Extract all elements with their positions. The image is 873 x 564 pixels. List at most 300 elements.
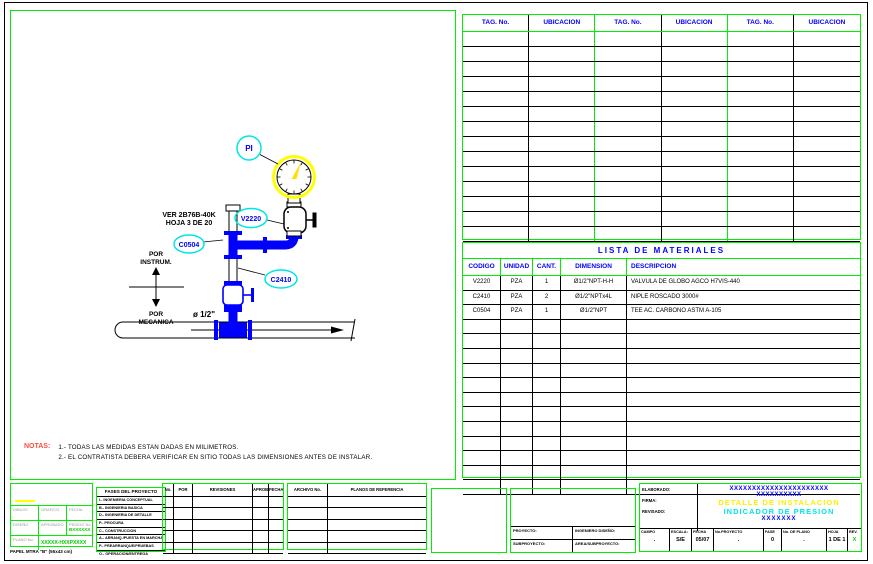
notes-list	[58, 443, 372, 462]
svg-text:C0504: C0504	[178, 242, 200, 249]
column-header: REVISIONES	[193, 484, 253, 496]
table-cell: 2	[533, 291, 561, 305]
reference-body	[288, 497, 426, 554]
table-cell	[463, 334, 501, 348]
field-value: S/E	[676, 537, 685, 543]
table-row	[163, 531, 283, 542]
table-cell	[627, 422, 860, 436]
signature-cell: PEDIDO No. BXXXXXX	[69, 522, 92, 532]
table-row	[463, 47, 860, 62]
table-cell	[595, 77, 661, 91]
svg-text:PI: PI	[245, 144, 253, 153]
table-row	[463, 305, 860, 320]
table-row	[463, 320, 860, 335]
scope-divider	[129, 251, 184, 326]
table-row	[288, 531, 426, 542]
table-cell	[595, 107, 661, 121]
table-cell	[662, 137, 728, 151]
column-header: UBICACION	[662, 15, 728, 31]
table-cell: Ø1/2"NPTx4L	[561, 291, 627, 305]
materials-header	[463, 259, 860, 276]
table-row	[463, 92, 860, 107]
table-cell	[529, 107, 595, 121]
table-cell	[529, 122, 595, 136]
column-header: UBICACION	[808, 19, 846, 26]
table-cell	[595, 92, 661, 106]
balloon-tee	[174, 235, 223, 253]
table-cell	[561, 334, 627, 348]
signature-label: REVISADO:	[642, 509, 666, 514]
table-cell	[794, 92, 860, 106]
table-cell	[328, 497, 426, 507]
table-cell	[501, 378, 533, 392]
signature-label: ELABORADO:	[642, 487, 671, 492]
plano-row	[11, 536, 92, 550]
table-cell	[728, 32, 794, 46]
table-row	[163, 508, 283, 519]
field-value: X	[852, 537, 857, 543]
phase-item: O.- OPERACION/ENTREGA	[99, 551, 148, 556]
table-row	[288, 520, 426, 531]
table-cell	[529, 212, 595, 226]
project-info-cell: PROYECTO:	[511, 527, 573, 539]
paper-size-note: PAPEL MTRA "B" (55x43 cm)	[10, 549, 72, 554]
table-cell	[463, 437, 501, 451]
materials-table	[462, 242, 861, 478]
table-cell	[561, 466, 627, 480]
column-header: CANT.	[533, 259, 561, 275]
drawing-area	[10, 10, 456, 480]
column-header: UBICACION	[529, 15, 595, 31]
table-row	[463, 62, 860, 77]
table-cell	[529, 227, 595, 241]
table-cell	[501, 334, 533, 348]
svg-text:VER 2B76B-40K: VER 2B76B-40K	[162, 212, 216, 219]
table-cell	[269, 497, 283, 507]
company-name-line1: XXXXXXXXXXXXXXXXXXXXXX	[729, 486, 829, 492]
table-cell	[627, 364, 860, 378]
table-cell	[728, 107, 794, 121]
table-cell	[253, 508, 269, 518]
table-cell	[529, 167, 595, 181]
phase-item: B.- INGENIERIA BASICA	[97, 505, 165, 513]
table-cell	[501, 349, 533, 363]
table-cell	[529, 182, 595, 196]
table-cell	[193, 508, 253, 518]
drawing-title-line3: XXXXXXX	[761, 516, 797, 522]
table-cell	[174, 497, 193, 507]
table-cell	[529, 137, 595, 151]
project-info-cell: INGENIERO DISEÑO:	[575, 528, 616, 533]
table-cell	[794, 212, 860, 226]
table-cell: Ø1/2"NPT	[561, 305, 627, 319]
table-cell	[174, 531, 193, 541]
table-cell	[627, 466, 860, 480]
titleblock-field-no-proyecto	[714, 529, 764, 551]
table-row	[463, 122, 860, 137]
field-label: FECHA	[693, 530, 707, 534]
table-cell	[561, 364, 627, 378]
table-cell	[561, 422, 627, 436]
table-cell	[662, 122, 728, 136]
table-row	[463, 197, 860, 212]
table-cell	[529, 77, 595, 91]
table-row	[463, 393, 860, 408]
table-cell	[269, 520, 283, 530]
project-phases	[96, 487, 166, 556]
table-cell	[662, 212, 728, 226]
table-cell	[627, 320, 860, 334]
table-cell	[627, 349, 860, 363]
plano-label: PLANO No.	[11, 536, 39, 550]
table-cell	[794, 32, 860, 46]
table-cell	[463, 77, 529, 91]
table-cell	[728, 227, 794, 241]
table-cell	[533, 349, 561, 363]
table-cell	[794, 152, 860, 166]
table-cell	[328, 543, 426, 553]
table-cell	[463, 378, 501, 392]
table-cell	[728, 152, 794, 166]
table-cell	[595, 32, 661, 46]
table-cell	[662, 107, 728, 121]
table-cell	[794, 182, 860, 196]
reference-note	[162, 212, 215, 227]
field-label: FASE	[765, 530, 775, 534]
table-cell	[728, 137, 794, 151]
table-cell	[561, 407, 627, 421]
table-row	[463, 212, 860, 227]
table-cell	[662, 47, 728, 61]
table-cell: 1	[533, 276, 561, 290]
signature-row	[11, 521, 92, 536]
plano-number: XXXXX-HXXPXXXX	[41, 540, 87, 546]
note-item: 2.- EL CONTRATISTA DEBERA VERIFICAR EN SITIO TODAS LAS DIMENSIONES ANTES DE INSTALAR.	[58, 453, 373, 461]
table-cell: NIPLE ROSCADO 3000#	[631, 293, 699, 300]
table-row	[463, 137, 860, 152]
table-cell	[595, 182, 661, 196]
globe-valve	[284, 202, 316, 236]
logo-cell	[11, 484, 92, 506]
table-cell	[463, 47, 529, 61]
field-label: HOJA	[828, 530, 839, 534]
svg-text:C2410: C2410	[270, 277, 292, 284]
svg-text:POR: POR	[148, 311, 164, 318]
table-cell: PZA	[501, 305, 533, 319]
phase-item: P.- PREARRANQUE/PRUEBAS	[97, 543, 165, 551]
phase-item: P.- PROCURA	[97, 520, 165, 528]
reference-header	[288, 484, 426, 497]
table-cell	[193, 543, 253, 553]
table-cell	[595, 212, 661, 226]
table-cell	[794, 77, 860, 91]
revisions-header	[163, 484, 283, 497]
balloon-niple	[238, 268, 297, 288]
signature-label: FIRMA:	[642, 498, 657, 503]
table-cell	[728, 182, 794, 196]
table-cell	[794, 137, 860, 151]
table-cell	[662, 167, 728, 181]
column-header: TAG. No.	[595, 15, 661, 31]
table-row	[463, 276, 860, 291]
table-cell	[463, 92, 529, 106]
plug	[226, 205, 240, 231]
table-cell	[561, 349, 627, 363]
table-cell	[794, 107, 860, 121]
table-cell	[193, 531, 253, 541]
project-info-box	[510, 488, 636, 553]
table-cell	[463, 320, 501, 334]
table-cell: C0504	[463, 305, 501, 319]
signature-cell: FECHA	[69, 507, 83, 512]
table-row	[463, 77, 860, 92]
table-cell	[595, 227, 661, 241]
table-cell	[501, 422, 533, 436]
titleblock-empty-box	[431, 488, 507, 553]
table-row	[463, 422, 860, 437]
table-row	[463, 437, 860, 452]
table-cell	[463, 407, 501, 421]
table-cell	[533, 334, 561, 348]
table-cell	[328, 531, 426, 541]
table-cell	[269, 531, 283, 541]
table-cell	[662, 227, 728, 241]
table-cell	[529, 197, 595, 211]
table-cell: V2220	[463, 276, 501, 290]
table-cell	[794, 197, 860, 211]
titleblock-field-fase	[764, 529, 782, 551]
table-cell	[662, 152, 728, 166]
project-info-cell: SUBPROYECTO:	[511, 540, 573, 552]
instrument-tee	[224, 231, 267, 259]
svg-text:V2220: V2220	[240, 216, 262, 223]
table-cell	[463, 422, 501, 436]
table-cell	[463, 182, 529, 196]
drawing-title-line1: DETALLE DE INSTALACION	[718, 498, 840, 507]
table-cell	[253, 531, 269, 541]
table-row	[463, 407, 860, 422]
column-header: TAG. No.	[728, 15, 794, 31]
table-cell	[463, 152, 529, 166]
table-cell	[193, 497, 253, 507]
table-cell	[463, 197, 529, 211]
drawing-title-line2: INDICADOR DE PRESION	[723, 507, 835, 516]
table-cell	[269, 508, 283, 518]
table-row	[463, 182, 860, 197]
titleblock-field-no-de-plano	[782, 529, 827, 551]
field-label: REV.	[849, 530, 858, 534]
titleblock-field-escala-	[670, 529, 692, 551]
table-cell	[163, 531, 174, 541]
table-cell: C2410	[463, 291, 501, 305]
table-cell	[463, 212, 529, 226]
field-value: 1 DE 1	[828, 537, 846, 543]
table-cell	[253, 497, 269, 507]
table-cell	[662, 62, 728, 76]
table-cell	[533, 422, 561, 436]
titleblock-field-rev-	[848, 529, 861, 551]
table-cell	[501, 320, 533, 334]
column-header: DIMENSION	[561, 259, 627, 275]
phase-item: C.- CONSTRUCCION	[97, 528, 165, 536]
root-valve	[223, 281, 254, 309]
table-cell	[728, 47, 794, 61]
table-cell	[561, 378, 627, 392]
table-cell	[627, 334, 860, 348]
table-cell	[728, 122, 794, 136]
table-cell	[627, 378, 860, 392]
table-cell	[794, 167, 860, 181]
table-cell	[533, 451, 561, 465]
signature-cell: GRAFICO	[39, 506, 67, 520]
table-cell	[529, 92, 595, 106]
table-cell	[463, 466, 501, 480]
table-cell	[533, 437, 561, 451]
table-row	[463, 364, 860, 379]
table-cell	[193, 520, 253, 530]
project-info-row	[511, 526, 635, 539]
table-cell	[662, 182, 728, 196]
table-cell	[463, 451, 501, 465]
table-cell	[288, 508, 328, 518]
phases-title: FASES DEL PROYECTO	[97, 488, 165, 497]
table-cell	[463, 349, 501, 363]
table-row	[163, 543, 283, 554]
table-cell	[288, 543, 328, 553]
table-cell	[533, 320, 561, 334]
notes	[24, 443, 444, 462]
table-cell	[163, 543, 174, 553]
table-cell	[529, 62, 595, 76]
table-cell	[533, 364, 561, 378]
materials-title: LISTA DE MATERIALES	[463, 243, 860, 259]
table-cell	[501, 393, 533, 407]
table-cell	[561, 437, 627, 451]
table-cell	[463, 32, 529, 46]
field-value: .	[803, 537, 805, 543]
balloon-pi	[237, 136, 278, 164]
balloon-valve	[235, 209, 284, 228]
table-cell	[463, 167, 529, 181]
table-row	[463, 334, 860, 349]
svg-text:INSTRUM.: INSTRUM.	[140, 259, 172, 266]
table-cell	[501, 437, 533, 451]
table-cell	[533, 407, 561, 421]
table-cell	[595, 137, 661, 151]
logo-mark	[15, 500, 35, 502]
table-cell: PZA	[501, 276, 533, 290]
table-cell	[728, 197, 794, 211]
field-value: .	[737, 537, 740, 543]
table-cell	[501, 451, 533, 465]
table-cell	[463, 107, 529, 121]
table-cell	[463, 62, 529, 76]
table-cell	[253, 543, 269, 553]
table-cell	[328, 520, 426, 530]
installation-detail-drawing	[11, 11, 457, 481]
table-row	[463, 32, 860, 47]
table-cell	[174, 508, 193, 518]
table-cell	[174, 520, 193, 530]
table-row	[463, 466, 860, 481]
table-cell	[595, 47, 661, 61]
table-row	[463, 291, 860, 306]
tag-location-table	[462, 14, 861, 240]
title-area	[697, 484, 861, 531]
table-cell	[288, 497, 328, 507]
table-cell	[728, 62, 794, 76]
column-header: TAG. No.	[463, 15, 529, 31]
table-cell	[529, 152, 595, 166]
table-cell	[595, 62, 661, 76]
table-cell	[595, 122, 661, 136]
project-info-cell: AREA/SUBPROYECTO:	[575, 541, 620, 546]
table-cell	[627, 437, 860, 451]
svg-text:HOJA 3 DE 20: HOJA 3 DE 20	[165, 220, 213, 227]
field-value: .	[653, 537, 656, 543]
svg-text:POR: POR	[148, 251, 164, 258]
titleblock-field-hoja	[827, 529, 848, 551]
table-cell	[463, 393, 501, 407]
table-row	[288, 497, 426, 508]
pipe-tee-main	[214, 308, 252, 340]
table-cell	[501, 466, 533, 480]
table-cell	[288, 531, 328, 541]
column-header: DESCRIPCION	[631, 263, 677, 270]
table-cell	[627, 407, 860, 421]
field-label: CAMPO	[641, 530, 656, 534]
table-cell	[662, 77, 728, 91]
pressure-gauge	[274, 157, 315, 204]
signature-row	[11, 506, 92, 521]
pedido-number: BXXXXXX	[69, 527, 91, 532]
titleblock-bottom-strip	[640, 528, 861, 551]
column-header: POR	[174, 484, 193, 496]
project-info-row	[511, 539, 635, 552]
table-row	[463, 227, 860, 242]
table-cell	[595, 152, 661, 166]
table-cell	[662, 32, 728, 46]
table-cell	[728, 212, 794, 226]
table-row	[463, 152, 860, 167]
table-row	[288, 543, 426, 554]
table-cell	[163, 497, 174, 507]
table-cell	[627, 393, 860, 407]
column-header: ARCHIVO No.	[288, 484, 328, 496]
field-label: ESCALA:	[671, 530, 688, 534]
table-cell	[328, 508, 426, 518]
table-cell	[533, 378, 561, 392]
table-row	[463, 451, 860, 466]
table-cell	[561, 320, 627, 334]
table-cell	[463, 227, 529, 241]
column-header: CODIGO	[463, 259, 501, 275]
table-cell	[463, 364, 501, 378]
column-header: PLANOS DE REFERENCIA	[350, 487, 404, 492]
table-cell	[288, 520, 328, 530]
tag-table-header	[463, 15, 860, 32]
field-value: 0	[770, 537, 775, 543]
table-cell	[627, 451, 860, 465]
signature-column	[640, 484, 698, 531]
revisions-table	[162, 483, 284, 550]
table-row	[463, 349, 860, 364]
table-cell	[501, 364, 533, 378]
table-row	[163, 520, 283, 531]
table-cell	[794, 47, 860, 61]
table-cell	[253, 520, 269, 530]
field-label: No. DE PLANO	[783, 530, 810, 534]
